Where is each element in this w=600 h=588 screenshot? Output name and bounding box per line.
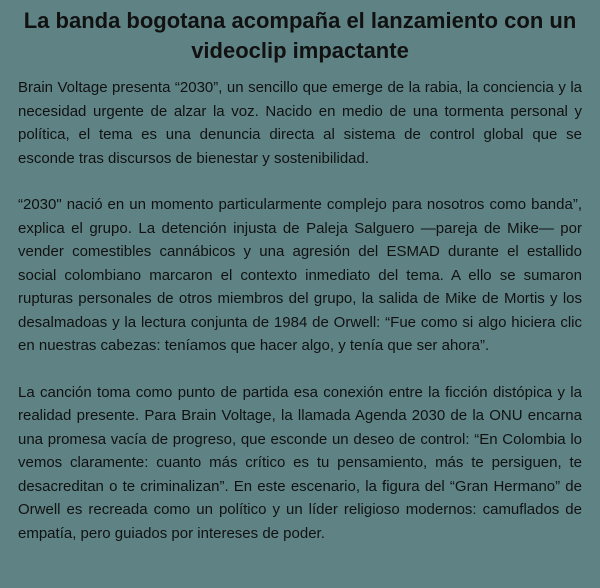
article-paragraph: “2030" nació en un momento particularmente complejo para nosotros como banda”, explica el grupo. La detención injusta de Paleja Salguero —pareja de Mike— por vender comestibles cannábicos y una agresión del ESMAD durante el estallido social colombiano marcaron el contexto inmediato del tema. A ello se sumaron rupturas personales de otros miembros del grupo, la salida de Mike de Mortis y los desalmadoas y la lectura conjunta de 1984 de Orwell: “Fue como si algo hiciera clic en nuestras cabezas: teníamos que hacer algo, y tenía que ser ahora”. [18, 196, 582, 354]
article-headline: La banda bogotana acompaña el lanzamiento con un videoclip impactante [23, 8, 577, 63]
article-body [18, 76, 582, 545]
article-paragraph: Brain Voltage presenta “2030”, un sencillo que emerge de la rabia, la conciencia y la necesidad urgente de alzar la voz. Nacido en medio de una tormenta personal y política, el tema es una denuncia directa al sistema de control global que se esconde tras discursos de bienestar y sostenibilidad. [18, 79, 582, 167]
article-paragraph: La canción toma como punto de partida esa conexión entre la ficción distópica y la realidad presente. Para Brain Voltage, la llamada Agenda 2030 de la ONU encarna una promesa vacía de progreso, que esconde un deseo de control: “En Colombia lo vemos claramente: cuanto más crítico es tu pensamiento, más te persiguen, te desacreditan o te criminalizan”. En este escenario, la figura del “Gran Hermano” de Orwell es recreada como un político y un líder religioso modernos: camuflados de empatía, pero guiados por intereses de poder. [18, 383, 582, 542]
